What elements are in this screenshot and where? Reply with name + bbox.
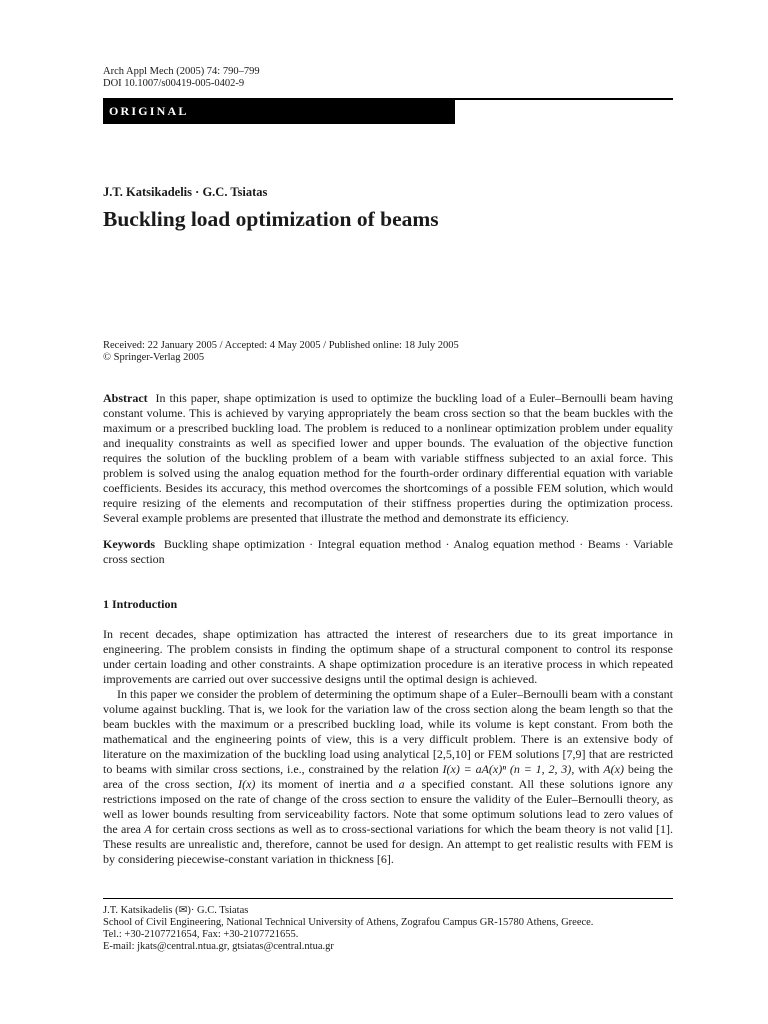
- doi: DOI 10.1007/s00419-005-0402-9: [103, 78, 245, 89]
- section-heading: 1 Introduction: [103, 597, 178, 611]
- article-type-label: ORIGINAL: [103, 98, 455, 124]
- copyright: © Springer-Verlag 2005: [103, 352, 205, 363]
- date-history: Received: 22 January 2005 / Accepted: 4 May 2005 / Published online: 18 July 2005: [103, 340, 459, 351]
- journal-citation: Arch Appl Mech (2005) 74: 790–799: [103, 66, 260, 77]
- area-symbol: A(x): [603, 762, 624, 776]
- header-rule: [455, 98, 673, 100]
- abstract-label: Abstract: [103, 391, 148, 405]
- para2-part-f: for certain cross sections as well as to cross-sectional variations for which the beam theory is not valid [1]. These results are unrealistic and, therefore, cannot be used for design. An attempt to get realistic results with FEM is by considering piecewise-constant variation in thickness [6].: [103, 822, 673, 866]
- para2-part-e: a specified constant. All these solutions ignore any restrictions imposed on the rate of change of the cross section to ensure the validity of the Euler–Bernoulli theory, as well as lower bounds resulting from serviceability factors. Note that some optimum solutions lead to zero values of the area: [103, 777, 674, 836]
- para2-part-d: its moment of inertia and: [261, 777, 393, 791]
- para2-part-c: being the area of the cross section,: [103, 762, 674, 791]
- paper-title: Buckling load optimization of beams: [103, 207, 439, 231]
- abstract-text: In this paper, shape optimization is used to optimize the buckling load of a Euler–Bernoulli beam having constant volume. This is achieved by varying appropriately the beam cross section so that the beam buckles with the maximum or a prescribed buckling load. The problem is reduced to a nonlinear optimization problem under equality and inequality constraints as well as specified lower and upper bounds. The evaluation of the objective function requires the solution of the buckling problem of a beam with variable stiffness subjected to an axial force. This problem is solved using the analog equation method for the fourth-order ordinary differential equation with variable coefficients. Besides its accuracy, this method overcomes the shortcomings of a possible FEM solution, which would require resizing of the elements and recomputation of their stiffness properties during the optimization process. Several example problems are presented that illustrate the method and demonstrate its efficiency.: [103, 391, 674, 525]
- intro-paragraph-2: [103, 687, 673, 867]
- journal-reference: [103, 66, 673, 90]
- para2-part-b: , with: [571, 762, 600, 776]
- intro-paragraph-1: In recent decades, shape optimization has attracted the interest of researchers due to its great importance in engineering. The problem consists in finding the optimum shape of a structural component to control its response under certain loading and other constraints. A shape optimization procedure is an iterative process in which repeated improvements are carried out over successive designs until the optimal design is achieved.: [103, 627, 673, 686]
- keywords-label: Keywords: [103, 537, 155, 551]
- inertia-relation-equation: I(x) = aA(x)ⁿ (n = 1, 2, 3): [442, 762, 572, 776]
- publication-dates: [103, 340, 673, 364]
- footnote-email: E-mail: jkats@central.ntua.gr, gtsiatas@central.ntua.gr: [103, 941, 334, 952]
- keywords: [103, 537, 673, 567]
- footnote-authors: J.T. Katsikadelis (✉)· G.C. Tsiatas: [103, 905, 249, 916]
- abstract: [103, 391, 673, 526]
- article-type-band: [103, 98, 673, 124]
- area-variable-symbol: A: [144, 822, 152, 836]
- para2-part-a: In this paper we consider the problem of determining the optimum shape of a Euler–Bernoulli beam with a constant volume against buckling. That is, we look for the variation law of the cross section along the beam length so that the beam buckles with the maximum or a prescribed buckling load, while its volume is kept constant. From both the mathematical and the engineering points of view, this is a very difficult problem. There is an extensive body of literature on the maximization of the buckling load using analytical [2,5,10] or FEM solutions [7,9] that are restricted to beams with similar cross sections, i.e., constrained by the relation: [103, 687, 673, 776]
- footnote-phone: Tel.: +30-2107721654, Fax: +30-2107721655.: [103, 929, 299, 940]
- keywords-text: Buckling shape optimization · Integral equation method · Analog equation method · Beams · Variable cross section: [103, 537, 673, 566]
- footnote-affiliation: School of Civil Engineering, National Technical University of Athens, Zografou Campus GR-15780 Athens, Greece.: [103, 917, 594, 928]
- article-front-page: [103, 66, 673, 867]
- inertia-symbol: I(x): [238, 777, 256, 791]
- author-list: J.T. Katsikadelis · G.C. Tsiatas: [103, 185, 268, 199]
- author-footnote: [103, 898, 673, 953]
- constant-symbol: a: [398, 777, 405, 791]
